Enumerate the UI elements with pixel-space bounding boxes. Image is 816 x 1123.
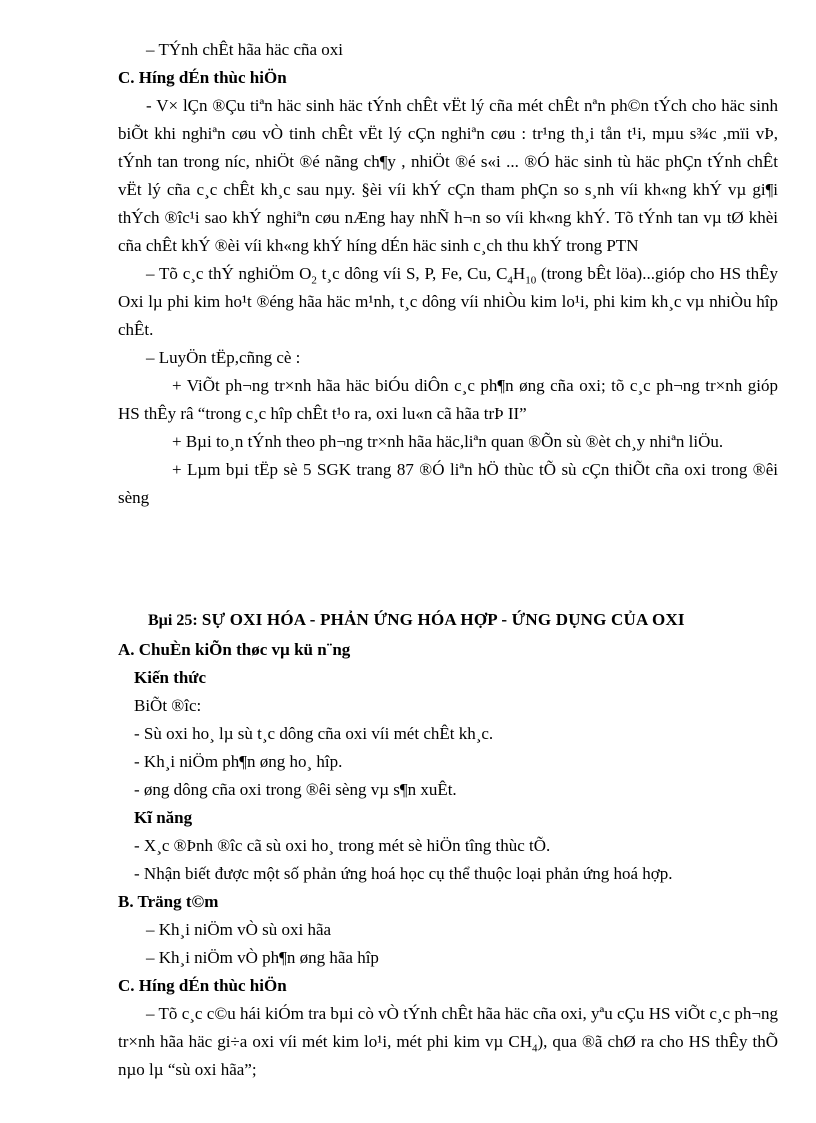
experiment-text-a: – Tõ c¸c thÝ nghiÖm O bbox=[146, 264, 312, 283]
carbon-subscript: 4 bbox=[507, 274, 513, 287]
practice-item-3: + Lµm bµi tËp sè 5 SGK trang 87 ®Ó liªn hÖ thùc tÕ sù cÇn thiÕt cña oxi trong ®êi sèng bbox=[118, 460, 778, 507]
focus-item-1: – Kh¸i niÖm vÒ sù oxi hãa bbox=[146, 920, 332, 939]
knowledge-subheading: Kiến thức bbox=[134, 668, 207, 687]
knowledge-item-1: - Sù oxi ho¸ lµ sù t¸c dông cña oxi víi mét chÊt kh¸c. bbox=[134, 724, 494, 743]
hydrogen-subscript: 10 bbox=[525, 274, 537, 287]
knowledge-item-3: - øng dông cña oxi trong ®êi sèng vµ s¶n xuÊt. bbox=[134, 780, 457, 799]
section-two bbox=[118, 636, 778, 1084]
experiment-text-d: (trong bÊt löa)...gióp cho HS thÊy Oxi lµ phi kim ho¹t ®éng hãa häc m¹nh, t¸c dông víi nhiÒu kim lo¹i, phi kim kh¸c vµ nhiÒu hîp chÊt. bbox=[118, 264, 778, 339]
oxidation-text-a: – Tõ c¸c c©u hái kiÓm tra bµi cò vÒ tÝnh chÊt hãa häc cña oxi, yªu cÇu HS viÕt c¸c ph¬ng tr×nh hãa häc gi÷a oxi víi mét kim lo¹i, mét phi kim vµ CH bbox=[118, 1004, 778, 1051]
methane-subscript: 4 bbox=[532, 1042, 538, 1055]
oxidation-paragraph bbox=[118, 1000, 778, 1084]
chemical-property-bullet: – TÝnh chÊt hãa häc cña oxi bbox=[146, 40, 344, 59]
lesson-name: SỰ OXI HÓA - PHẢN ỨNG HÓA HỢP - ỨNG DỤNG CỦA OXI bbox=[201, 610, 685, 629]
standard-heading: A. ChuÈn kiÕn thøc vµ kü n¨ng bbox=[118, 640, 351, 659]
experiment-text-c: H bbox=[512, 264, 526, 283]
practice-item-1: + ViÕt ph¬ng tr×nh hãa häc biÓu diÔn c¸c ph¶n øng cña oxi; tõ c¸c ph¬ng tr×nh gióp HS thÊy râ “trong c¸c hîp chÊt t¹o ra, oxi lu«n cã hãa trÞ II” bbox=[118, 376, 778, 423]
knowledge-item-2: - Kh¸i niÖm ph¶n øng ho¸ hîp. bbox=[134, 752, 343, 771]
lesson-title bbox=[118, 606, 778, 635]
section-one bbox=[118, 36, 778, 512]
skill-item-1: - X¸c ®Þnh ®îc cã sù oxi ho¸ trong mét sè hiÖn tîng thùc tÕ. bbox=[134, 836, 551, 855]
oxygen-subscript: 2 bbox=[311, 274, 317, 287]
lesson-label: Bµi 25: bbox=[148, 612, 198, 629]
skill-item-2: - Nhận biết được một số phản ứng hoá học cụ thể thuộc loại phản ứng hoá hợp. bbox=[134, 864, 673, 883]
oxidation-text-b: ), qua ®ã chØ ra cho HS thÊy thÕ nµo lµ “sù oxi hãa”; bbox=[118, 1032, 778, 1079]
physical-property-paragraph: - V× lÇn ®Çu tiªn häc sinh häc tÝnh chÊt vËt lý cña mét chÊt nªn ph©n tÝch cho häc sinh biÕt khi nghiªn cøu vÒ tinh chÊt vËt lý cÇn nghiªn cøu : tr¹ng th¸i tån t¹i, mµu s¾c ,mïi vÞ, tÝnh tan trong níc, nhiÖt ®é nãng ch¶y , nhiÖt ®é s«i ... ®Ó häc sinh tù häc phÇn tÝnh chÊt vËt lý cña c¸c chÊt kh¸c sau nµy. §èi víi khÝ cÇn tham phÇn so s¸nh víi kh«ng khÝ vµ gi¶i thÝch ®îc¹i sao khÝ nghiªn cøu nÆng hay nhÑ h¬n so víi kh«ng khÝ. Tõ tÝnh tan vµ tØ khèi cña chÊt khÝ ®èi víi kh«ng khÝ híng dÉn häc sinh c¸ch thu khÝ trong PTN bbox=[118, 96, 778, 255]
guidance-heading-2: C. Híng dÉn thùc hiÖn bbox=[118, 976, 287, 995]
practice-item-2: + Bµi to¸n tÝnh theo ph¬ng tr×nh hãa häc,liªn quan ®Õn sù ®èt ch¸y nhiªn liÖu. bbox=[172, 432, 724, 451]
focus-heading: B. Träng t©m bbox=[118, 892, 219, 911]
guidance-heading: C. Híng dÉn thùc hiÖn bbox=[118, 68, 287, 87]
experiment-text-b: t¸c dông víi S, P, Fe, Cu, C bbox=[316, 264, 508, 283]
knows-label: BiÕt ®îc: bbox=[134, 696, 202, 715]
practice-line: – LuyÖn tËp,cñng cè : bbox=[146, 348, 301, 367]
experiment-paragraph bbox=[118, 260, 778, 344]
focus-item-2: – Kh¸i niÖm vÒ ph¶n øng hãa hîp bbox=[146, 948, 379, 967]
skills-subheading: Kĩ năng bbox=[134, 808, 193, 827]
lesson-header bbox=[118, 606, 778, 635]
